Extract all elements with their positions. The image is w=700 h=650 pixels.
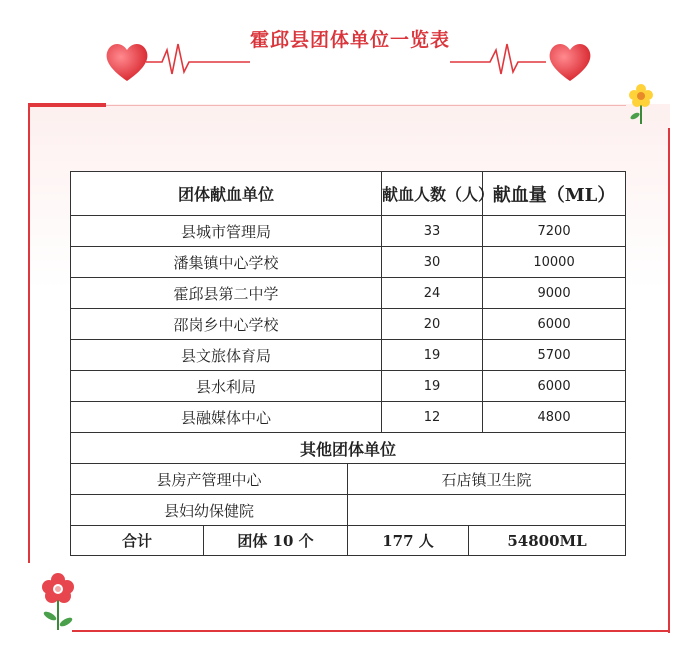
table-row [71, 340, 626, 371]
donor-count: 33 [382, 216, 483, 247]
donation-volume: 5700 [483, 340, 626, 371]
unit-name: 县文旅体育局 [71, 340, 382, 371]
total-volume: 54800ML [469, 526, 626, 556]
panel-border-top-line [106, 105, 626, 106]
table-header-row [71, 172, 626, 216]
total-label: 合计 [71, 526, 204, 556]
table-row [71, 371, 626, 402]
unit-name: 潘集镇中心学校 [71, 247, 382, 278]
page-title: 霍邱县团体单位一览表 [249, 29, 450, 51]
other-units-header-row [71, 433, 626, 464]
unit-name: 霍邱县第二中学 [71, 278, 382, 309]
other-unit-name: 县房产管理中心 [71, 464, 348, 495]
other-units-row [71, 464, 626, 495]
table-row [71, 309, 626, 340]
unit-name: 县城市管理局 [71, 216, 382, 247]
panel-border-left [28, 103, 30, 563]
unit-name: 邵岗乡中心学校 [71, 309, 382, 340]
table-row [71, 216, 626, 247]
unit-name: 县水利局 [71, 371, 382, 402]
donor-count: 20 [382, 309, 483, 340]
donation-volume: 10000 [483, 247, 626, 278]
donation-volume: 6000 [483, 309, 626, 340]
heart-left-icon [100, 38, 250, 88]
donation-volume: 7200 [483, 216, 626, 247]
table-row [71, 402, 626, 433]
total-row [71, 526, 626, 556]
yellow-flower-icon [624, 82, 658, 126]
other-unit-name [348, 495, 626, 526]
other-unit-name: 县妇幼保健院 [71, 495, 348, 526]
total-people: 177 人 [348, 526, 469, 556]
other-units-row [71, 495, 626, 526]
header-unit: 团体献血单位 [71, 172, 382, 216]
donor-count: 24 [382, 278, 483, 309]
blood-donation-table [70, 171, 626, 556]
unit-name: 县融媒体中心 [71, 402, 382, 433]
header-count: 献血人数（人） [382, 172, 483, 216]
donor-count: 19 [382, 371, 483, 402]
table-row [71, 247, 626, 278]
total-groups: 团体 10 个 [204, 526, 348, 556]
donation-volume: 6000 [483, 371, 626, 402]
header-volume: 献血量（ML） [483, 172, 626, 216]
donation-volume: 4800 [483, 402, 626, 433]
red-flower-icon [40, 572, 76, 632]
donation-volume: 9000 [483, 278, 626, 309]
panel-border-bottom [72, 630, 670, 632]
panel-border-right [668, 128, 670, 633]
table-row [71, 278, 626, 309]
panel-border-top-accent [28, 103, 106, 107]
donor-count: 19 [382, 340, 483, 371]
other-unit-name: 石店镇卫生院 [348, 464, 626, 495]
donor-count: 12 [382, 402, 483, 433]
donor-count: 30 [382, 247, 483, 278]
heart-right-icon [450, 38, 600, 88]
other-units-title: 其他团体单位 [71, 433, 626, 464]
